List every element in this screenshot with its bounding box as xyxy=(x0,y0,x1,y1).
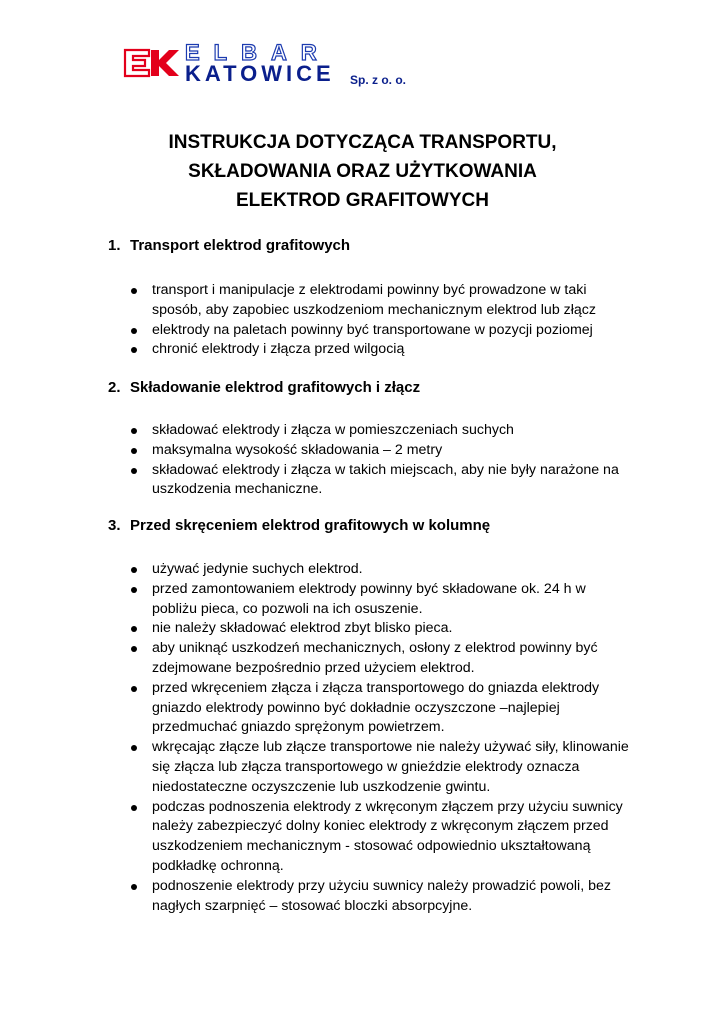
elbar-logo-mark xyxy=(123,48,181,78)
list-item-line: składować elektrody i złącza w pomieszczeniach suchych xyxy=(152,422,514,438)
list-item xyxy=(108,798,668,877)
list-item-line: składować elektrody i złącza w takich miejscach, aby nie były narażone na xyxy=(152,461,619,478)
list-item xyxy=(108,340,668,360)
bullet-list xyxy=(108,421,668,500)
section-heading xyxy=(108,378,668,398)
list-item-line: podnoszenie elektrody przy użyciu suwnicy należy prowadzić powoli, bez xyxy=(152,877,611,894)
logo-brand-top: ELBAR xyxy=(185,40,331,65)
section-heading-text: Składowanie elektrod grafitowych i złącz xyxy=(130,379,421,396)
bullet-icon xyxy=(131,448,137,454)
list-item-line: przed zamontowaniem elektrody powinny być składowane ok. 24 h w xyxy=(152,580,586,597)
list-item-line: aby uniknąć uszkodzeń mechanicznych, osłony z elektrod powinny być xyxy=(152,640,598,657)
list-item-line: podkładkę ochronną. xyxy=(152,857,284,874)
bullet-icon xyxy=(131,468,137,474)
section-transport xyxy=(108,236,668,360)
section-heading-text: Transport elektrod grafitowych xyxy=(130,237,351,254)
bullet-list xyxy=(108,560,668,916)
list-item xyxy=(108,281,668,321)
bullet-icon xyxy=(131,288,137,294)
list-item-line: wkręcając złącze lub złącze transportowe nie należy używać siły, klinowanie xyxy=(152,739,629,756)
section-assembly xyxy=(108,516,668,916)
title-line-1: INSTRUKCJA DOTYCZĄCA TRANSPORTU, xyxy=(168,132,557,153)
section-heading xyxy=(108,236,668,256)
bullet-icon xyxy=(131,347,137,353)
list-item-line: uszkodzenia mechaniczne. xyxy=(152,481,323,498)
section-heading-text: Przed skręceniem elektrod grafitowych w kolumnę xyxy=(130,517,491,534)
list-item xyxy=(108,877,668,917)
section-heading xyxy=(108,516,668,536)
list-item-line: gniazdo elektrody powinno być dokładnie oczyszczone –najlepiej xyxy=(152,699,560,716)
list-item-line: przedmuchać gniazdo sprężonym powietrzem. xyxy=(152,719,445,736)
bullet-icon xyxy=(131,567,137,573)
list-item-line: przed wkręceniem złącza i złącza transportowego do gniazda elektrody xyxy=(152,679,600,696)
list-item-line: pobliżu pieca, co pozwoli na ich osuszenie. xyxy=(152,600,423,617)
title-line-3: ELEKTROD GRAFITOWYCH xyxy=(236,190,489,211)
list-item-line: zdejmowane bezpośrednio przed użyciem elektrod. xyxy=(152,659,475,676)
list-item-line: podczas podnoszenia elektrody z wkręconym złączem przy użyciu suwnicy xyxy=(152,798,623,815)
bullet-icon xyxy=(131,805,137,811)
bullet-icon xyxy=(131,626,137,632)
list-item-line: używać jedynie suchych elektrod. xyxy=(152,561,363,577)
list-item xyxy=(108,441,668,461)
list-item-line: się złącza lub złącza transportowego w gnieździe elektrody oznacza xyxy=(152,758,580,775)
list-item xyxy=(108,639,668,679)
list-item-line: należy zabezpieczyć dolny koniec elektrody z wkręconym złączem przed xyxy=(152,818,609,835)
section-number: 2. xyxy=(108,379,121,396)
list-item-line: niedostateczne oczyszczenie lub uszkodzenie gwintu. xyxy=(152,778,491,795)
bullet-icon xyxy=(131,428,137,434)
list-item xyxy=(108,560,668,580)
list-item xyxy=(108,679,668,738)
bullet-icon xyxy=(131,745,137,751)
bullet-list xyxy=(108,281,668,360)
list-item xyxy=(108,619,668,639)
list-item-line: sposób, aby zapobiec uszkodzeniom mechanicznym elektrod lub złącz xyxy=(152,301,596,318)
list-item xyxy=(108,321,668,341)
list-item xyxy=(108,461,668,501)
bullet-icon xyxy=(131,884,137,890)
document-title xyxy=(0,128,725,215)
list-item-line: nie należy składować elektrod zbyt blisko pieca. xyxy=(152,620,453,637)
bullet-icon xyxy=(131,328,137,334)
list-item-line: maksymalna wysokość składowania – 2 metry xyxy=(152,441,443,458)
list-item-line: transport i manipulacje z elektrodami powinny być prowadzone w taki xyxy=(152,282,587,298)
list-item xyxy=(108,580,668,620)
section-number: 3. xyxy=(108,517,121,534)
title-line-2: SKŁADOWANIA ORAZ UŻYTKOWANIA xyxy=(188,161,537,182)
bullet-icon xyxy=(131,686,137,692)
logo-suffix: Sp. z o. o. xyxy=(350,73,406,87)
list-item-line: chronić elektrody i złącza przed wilgocią xyxy=(152,341,405,358)
logo-brand-bottom: KATOWICE xyxy=(185,61,335,86)
bullet-icon xyxy=(131,587,137,593)
list-item-line: uszkodzeniem mechanicznym - stosować odpowiednio ukształtowaną xyxy=(152,838,591,855)
section-number: 1. xyxy=(108,237,121,254)
list-item xyxy=(108,421,668,441)
bullet-icon xyxy=(131,646,137,652)
list-item-line: nagłych szarpnięć – stosować bloczki absorpcyjne. xyxy=(152,897,473,914)
list-item xyxy=(108,738,668,797)
company-logo xyxy=(123,42,423,94)
list-item-line: elektrody na paletach powinny być transportowane w pozycji poziomej xyxy=(152,321,593,338)
section-storage xyxy=(108,378,668,500)
